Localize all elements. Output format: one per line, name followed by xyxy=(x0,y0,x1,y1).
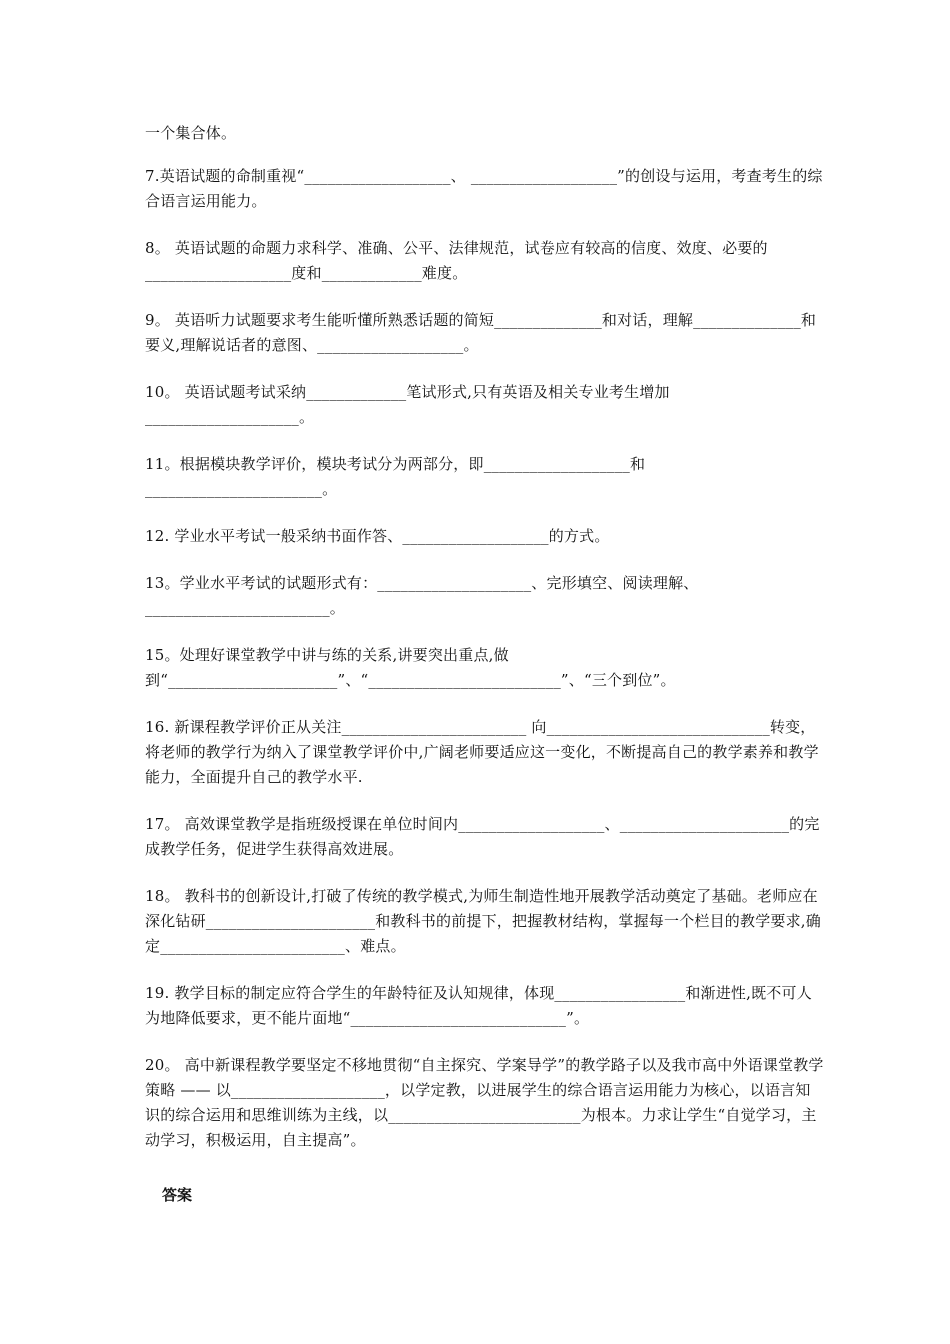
question-10: 10。 英语试题考试采纳_____________笔试形式,只有英语及相关专业考生增加____________________。 xyxy=(145,383,670,426)
paragraph-continuation: 一个集合体。 xyxy=(145,124,237,142)
question-7: 7.英语试题的命制重视“___________________、 ___________________”的创设与运用，考查考生的综合语言运用能力。 xyxy=(145,167,823,210)
question-15: 15。处理好课堂教学中讲与练的关系,讲要突出重点,做到“______________________”、“_________________________”、“三个到位”。 xyxy=(145,646,676,689)
question-9: 9。 英语听力试题要求考生能听懂所熟悉话题的简短______________和对话，理解______________和要义,理解说话者的意图、___________________。 xyxy=(145,311,817,354)
document-body xyxy=(145,121,825,1175)
question-13: 13。学业水平考试的试题形式有：____________________、完形填空、阅读理解、________________________。 xyxy=(145,574,699,617)
question-17: 17。 高效课堂教学是指班级授课在单位时间内___________________、______________________的完成教学任务，促进学生获得高效进展。 xyxy=(145,815,820,858)
question-19: 19. 教学目标的制定应符合学生的年龄特征及认知规律，体现_________________和渐进性,既不可人为地降低要求，更不能片面地“____________________________”。 xyxy=(145,984,812,1027)
answer-heading: 答案 xyxy=(162,1186,193,1204)
question-12: 12. 学业水平考试一般采纳书面作答、___________________的方式。 xyxy=(145,527,610,545)
question-16: 16. 新课程教学评价正从关注________________________ 向_____________________________转变，将老师的教学行为纳入了课堂教学评价中,广阔老师要适应这一变化，不断提高自己的教学素养和教学能力，全面提升自己的教学水平. xyxy=(145,718,819,786)
question-11: 11。根据模块教学评价，模块考试分为两部分，即___________________和_______________________。 xyxy=(145,455,646,498)
question-8: 8。 英语试题的命题力求科学、准确、公平、法律规范，试卷应有较高的信度、效度、必要的___________________度和_____________难度。 xyxy=(145,239,768,282)
question-20: 20。 高中新课程教学要坚定不移地贯彻“自主探究、学案导学”的教学路子以及我市高中外语课堂教学策略 —— 以____________________，以学定教，以进展学生的综合语言运用能力为核心，以语言知识的综合运用和思维训练为主线，以_________________________为根本。力求让学生“自觉学习，主动学习，积极运用，自主提高”。 xyxy=(145,1056,824,1149)
question-18: 18。 教科书的创新设计,打破了传统的教学模式,为师生制造性地开展教学活动奠定了基础。老师应在深化钻研______________________和教科书的前提下，把握教材结构，掌握每一个栏目的教学要求,确定________________________、难点。 xyxy=(145,887,821,955)
